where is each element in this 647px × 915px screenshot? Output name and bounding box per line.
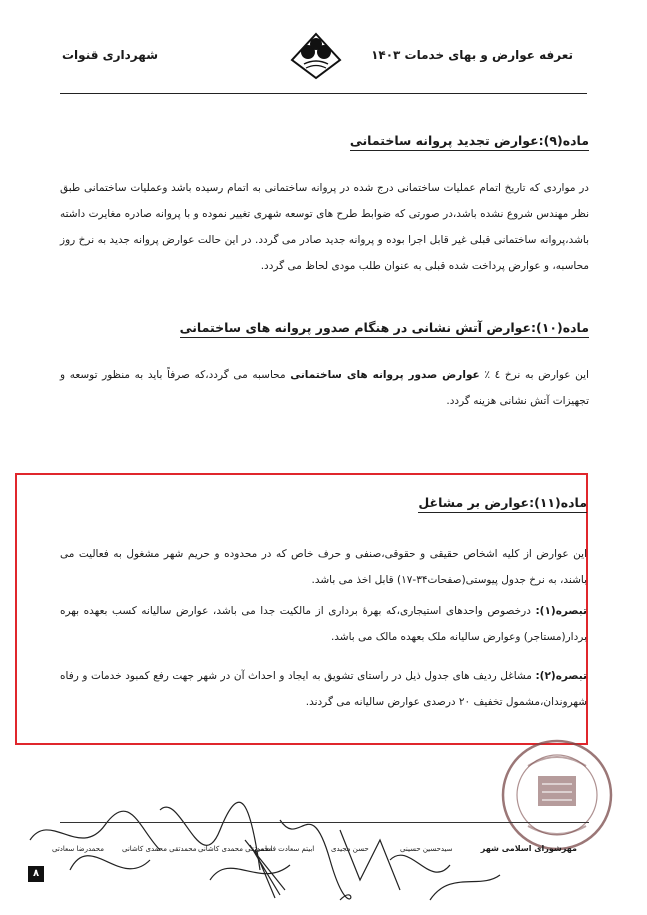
section-body-10-bold: عوارض صدور پروانه های ساختمانی (290, 369, 480, 381)
note-2-text: مشاغل ردیف های جدول ذیل در راستای تشویق به ایجاد و احداث آن در شهر جهت رفع کمبود خدمات و رفاه شهروندان،مشمول تخفیف ۲۰ درصدی عوارض سالیانه می گردند. (60, 670, 587, 708)
section-body-10-part2: محاسبه می گردد،که صرفاً باید به منظور توسعه و تجهیزات آتش نشانی هزینه گردد. (60, 369, 589, 407)
note-1-text: درخصوص واحدهای استیجاری،که بهرهٔ برداری از مالکیت جدا می باشد، عوارض سالیانه کسب بعهده بهره بردار(مستاجر) وعوارض سالیانه ملک بعهده مالک می باشد. (60, 605, 587, 643)
section-body-11: این عوارض از کلیه اشخاص حقیقی و حقوقی،صنفی و حرف خاص که در محدوده و حریم شهر مشغول به فعالیت می باشند، به نرخ جدول پیوستی(صفحات۳۴-۱۷) قابل اخذ می باشد. (60, 548, 587, 586)
signatory-5: محمدتقی محمدی کاشانی (198, 845, 273, 853)
signatory-4: ابیتم سعادت فاطمی (255, 845, 315, 853)
header-divider (60, 93, 587, 94)
section-heading-9: ماده(۹):عوارض تجدید پروانه ساختمانی (350, 133, 589, 151)
municipality-name: شهرداری قنوات (62, 48, 158, 62)
signatory-2: سیدحسین حسینی (400, 845, 453, 853)
signatory-6: محمدتقی محمدی کاشانی (122, 845, 197, 853)
section-heading-11: ماده(۱۱):عوارض بر مشاغل (418, 495, 587, 513)
note-2-label: تبصره(۲): (535, 670, 587, 682)
note-2 (60, 663, 587, 715)
page-number: ۸ (28, 866, 44, 882)
municipality-logo-icon (286, 30, 346, 82)
signatory-3: حسن مجیدی (331, 845, 369, 853)
section-body-9: در مواردی که تاریخ اتمام عملیات ساختمانی درج شده در پروانه ساختمانی به اتمام رسیده باشد وعملیات ساختمانی طبق نظر مهندس شروع نشده باشد،در صورتی که ضوابط طرح های توسعه شهری تغییر نموده و با پروانه صادره مغایرت داشته باشد،پروانه ساختمانی قبلی غیر قابل اجرا بوده و پروانه جدید صادر می گردد. در این حالت عوارض پروانه جدید به نرخ روز محاسبه، و عوارض پرداخت شده قبلی به عنوان طلب مودی لحاظ می گردد. (60, 182, 589, 272)
signatory-council-seal: مهرشورای اسلامی شهر (480, 844, 577, 853)
section-heading-10: ماده(۱۰):عوارض آتش نشانی در هنگام صدور پروانه های ساختمانی (180, 320, 589, 338)
signatory-7: محمدرضا سعادتی (52, 845, 104, 853)
section-body-10-part1: این عوارض به نرخ ٤ ٪ (479, 369, 589, 381)
signature-scribbles (10, 770, 570, 910)
signature-line (60, 822, 589, 823)
document-title: تعرفه عوارض و بهای خدمات ۱۴۰۳ (371, 48, 573, 62)
section-body-10 (60, 362, 589, 414)
note-1 (60, 598, 587, 650)
note-1-label: تبصره(۱): (535, 605, 587, 617)
